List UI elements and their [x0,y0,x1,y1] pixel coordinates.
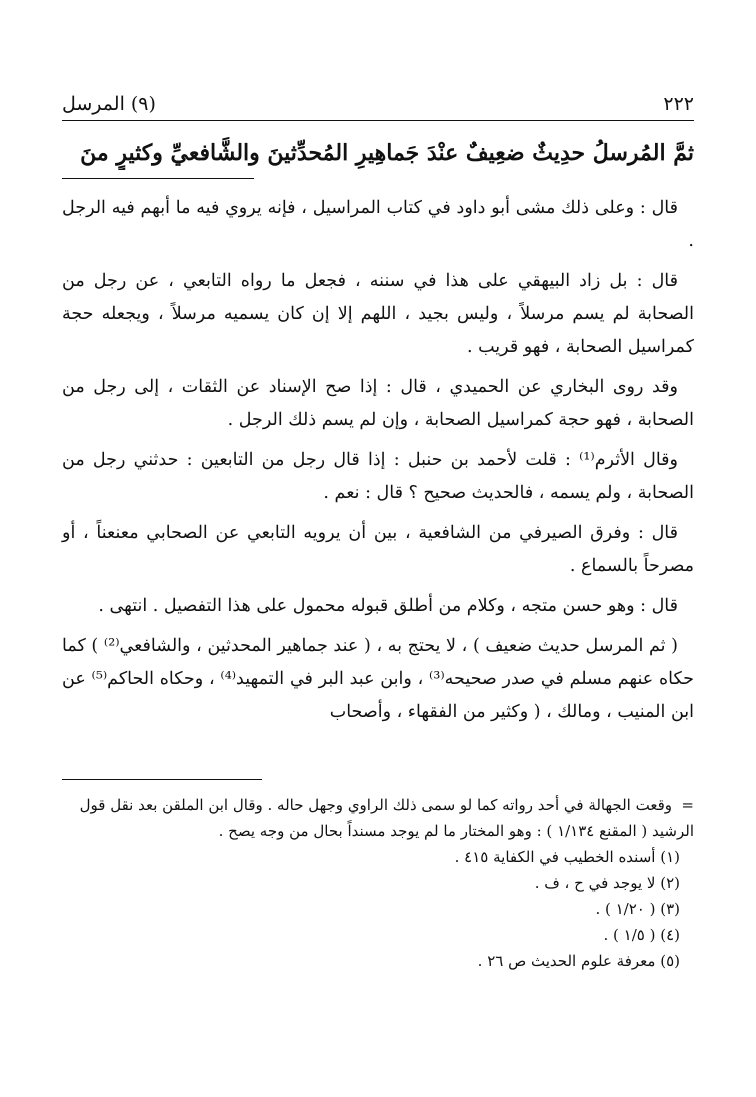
footnotes [62,792,694,974]
paragraph: قال : وفرق الصيرفي من الشافعية ، بين أن يرويه التابعي عن الصحابي معنعناً ، أو مصرحاً بالسماع . [62,523,694,576]
continuation-marker: = [681,796,694,814]
footnote-1: (١) أسنده الخطيب في الكفاية ٤١٥ . [454,848,680,866]
running-header [62,92,694,116]
header-rule [62,120,694,121]
footnote-4: (٤) ( ١/٥ ) . [603,926,680,944]
paragraph: وقد روى البخاري عن الحميدي ، قال : إذا صح الإسناد عن الثقات ، إلى رجل من الصحابة ، فهو حجة كمراسيل الصحابة ، وإن لم يسم ذلك الرجل . [62,377,694,430]
footnote-continuation [62,792,694,844]
page-number: ٢٢٢ [663,93,694,115]
paragraph: قال : بل زاد البيهقي على هذا في سننه ، فجعل ما رواه التابعي ، عن رجل من الصحابة لم يسم مرسلاً ، وليس بجيد ، اللهم إلا إن كان يسميه مرسلاً ، ويجعله حجة كمراسيل الصحابة ، فهو قريب . [62,271,694,357]
paragraph: قال : وعلى ذلك مشى أبو داود في كتاب المراسيل ، فإنه يروي فيه ما أبهم فيه الرجل . [62,198,694,251]
paragraph: قال : وهو حسن متجه ، وكلام من أطلق قبوله محمول على هذا التفصيل . انتهى . [98,596,678,616]
matn-underline [62,178,254,179]
chapter-title: (٩) المرسل [62,93,156,115]
matn-text: ثمَّ المُرسلُ حدِيثٌ ضعِيفٌ عنْدَ جَماهِيرِ المُحدِّثينَ والشَّافعيِّ وكثيرٍ منَ [80,140,694,166]
footnote-3: (٣) ( ١/٢٠ ) . [595,900,680,918]
commentary-body [62,192,694,736]
footnote-separator [62,779,262,780]
footnote-2: (٢) لا يوجد في ح ، ف . [534,874,680,892]
paragraph: وقال الأثرم⁽¹⁾ : قلت لأحمد بن حنبل : إذا قال رجل من التابعين : حدثني رجل من الصحابة ، ولم يسمه ، فالحديث صحيح ؟ قال : نعم . [62,450,694,503]
paragraph: ( ثم المرسل حديث ضعيف ) ، لا يحتج به ، ( عند جماهير المحدثين ، والشافعي⁽²⁾ ) كما حكاه عنهم مسلم في صدر صحيحه⁽³⁾ ، وابن عبد البر في التمهيد⁽⁴⁾ ، وحكاه الحاكم⁽⁵⁾ عن ابن المنيب ، ومالك ، ( وكثير من الفقهاء ، وأصحاب [62,636,694,722]
footnote-5: (٥) معرفة علوم الحديث ص ٢٦ . [477,952,680,970]
footnote-continuation-text: وقعت الجهالة في أحد رواته كما لو سمى ذلك الراوي وجهل حاله . وقال ابن الملقن بعد نقل قول الرشيد ( المقنع ١/١٣٤ ) : وهو المختار ما لم يوجد مسنداً بحال من وجه يصح . [79,796,694,840]
